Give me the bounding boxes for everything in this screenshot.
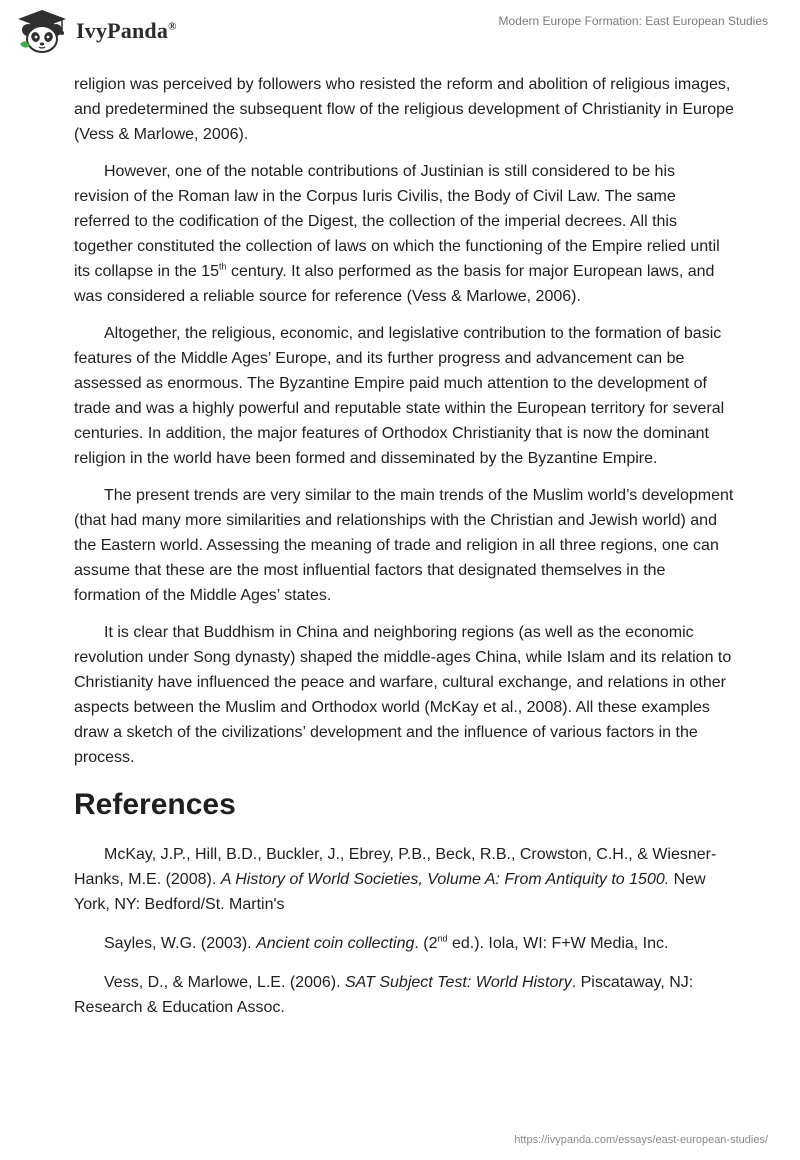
paragraph: The present trends are very similar to the main trends of the Muslim world’s development (that had many more similarities and relationships with the Christian and Jewish world) and the Eastern world. Assessing the meaning of trade and religion in all three regions, one can assume that these are the most influential factors that designated themselves in the formation of the Middle Ages’ states.	[74, 487, 734, 604]
brand-name: IvyPanda®	[76, 18, 177, 43]
paragraph: It is clear that Buddhism in China and neighboring regions (as well as the economic revolution under Song dynasty) shaped the middle-ages China, while Islam and its relation to Christianity have influenced the peace and warfare, cultural exchange, and relations in other aspects between the Muslim and Orthodox world (McKay et al., 2008). All these examples draw a sketch of the civilizations’ development and the influence of various factors in the process.	[74, 624, 732, 766]
source-url-link[interactable]: https://ivypanda.com/essays/east-european-studies/	[514, 1134, 768, 1146]
reference-entry: Sayles, W.G. (2003). Ancient coin collecting. (2nd ed.). Iola, WI: F+W Media, Inc.	[104, 933, 669, 952]
paragraph: Altogether, the religious, economic, and legislative contribution to the formation of basic features of the Middle Ages’ Europe, and its further progress and advancement can be assessed as enormous. The Byzantine Empire paid much attention to the development of trade and was a highly powerful and reputable state within the European territory for several centuries. In addition, the major features of Orthodox Christianity that is now the dominant religion in the world have been formed and disseminated by the Byzantine Empire.	[74, 325, 725, 467]
paragraph: religion was perceived by followers who resisted the reform and abolition of religious images, and predetermined the subsequent flow of the religious development of Christianity in Europe (Vess & Marlowe, 2006).	[74, 76, 734, 143]
references-heading: References	[74, 788, 236, 821]
paragraph: However, one of the notable contributions of Justinian is still considered to be his revision of the Roman law in the Corpus Iuris Civilis, the Body of Civil Law. The same referred to the codification of the Digest, the collection of the imperial decrees. All this together constituted the collection of laws on which the functioning of the Empire relied until its collapse in the 15th century. It also performed as the basis for major European laws, and was considered a reliable source for reference (Vess & Marlowe, 2006).	[74, 163, 720, 305]
document-title: Modern Europe Formation: East European Studies	[498, 14, 768, 28]
reference-entry: McKay, J.P., Hill, B.D., Buckler, J., Ebrey, P.B., Beck, R.B., Crowston, C.H., & Wiesner-Hanks, M.E. (2008). A History of World Societies, Volume A: From Antiquity to 1500. New York, NY: Bedford/St. Martin's	[74, 846, 717, 913]
panda-graduate-icon	[16, 8, 68, 54]
ivypanda-logo[interactable]	[16, 8, 177, 54]
essay-body	[74, 72, 734, 1034]
page-header	[0, 0, 800, 70]
reference-entry: Vess, D., & Marlowe, L.E. (2006). SAT Subject Test: World History. Piscataway, NJ: Research & Education Assoc.	[74, 974, 694, 1016]
